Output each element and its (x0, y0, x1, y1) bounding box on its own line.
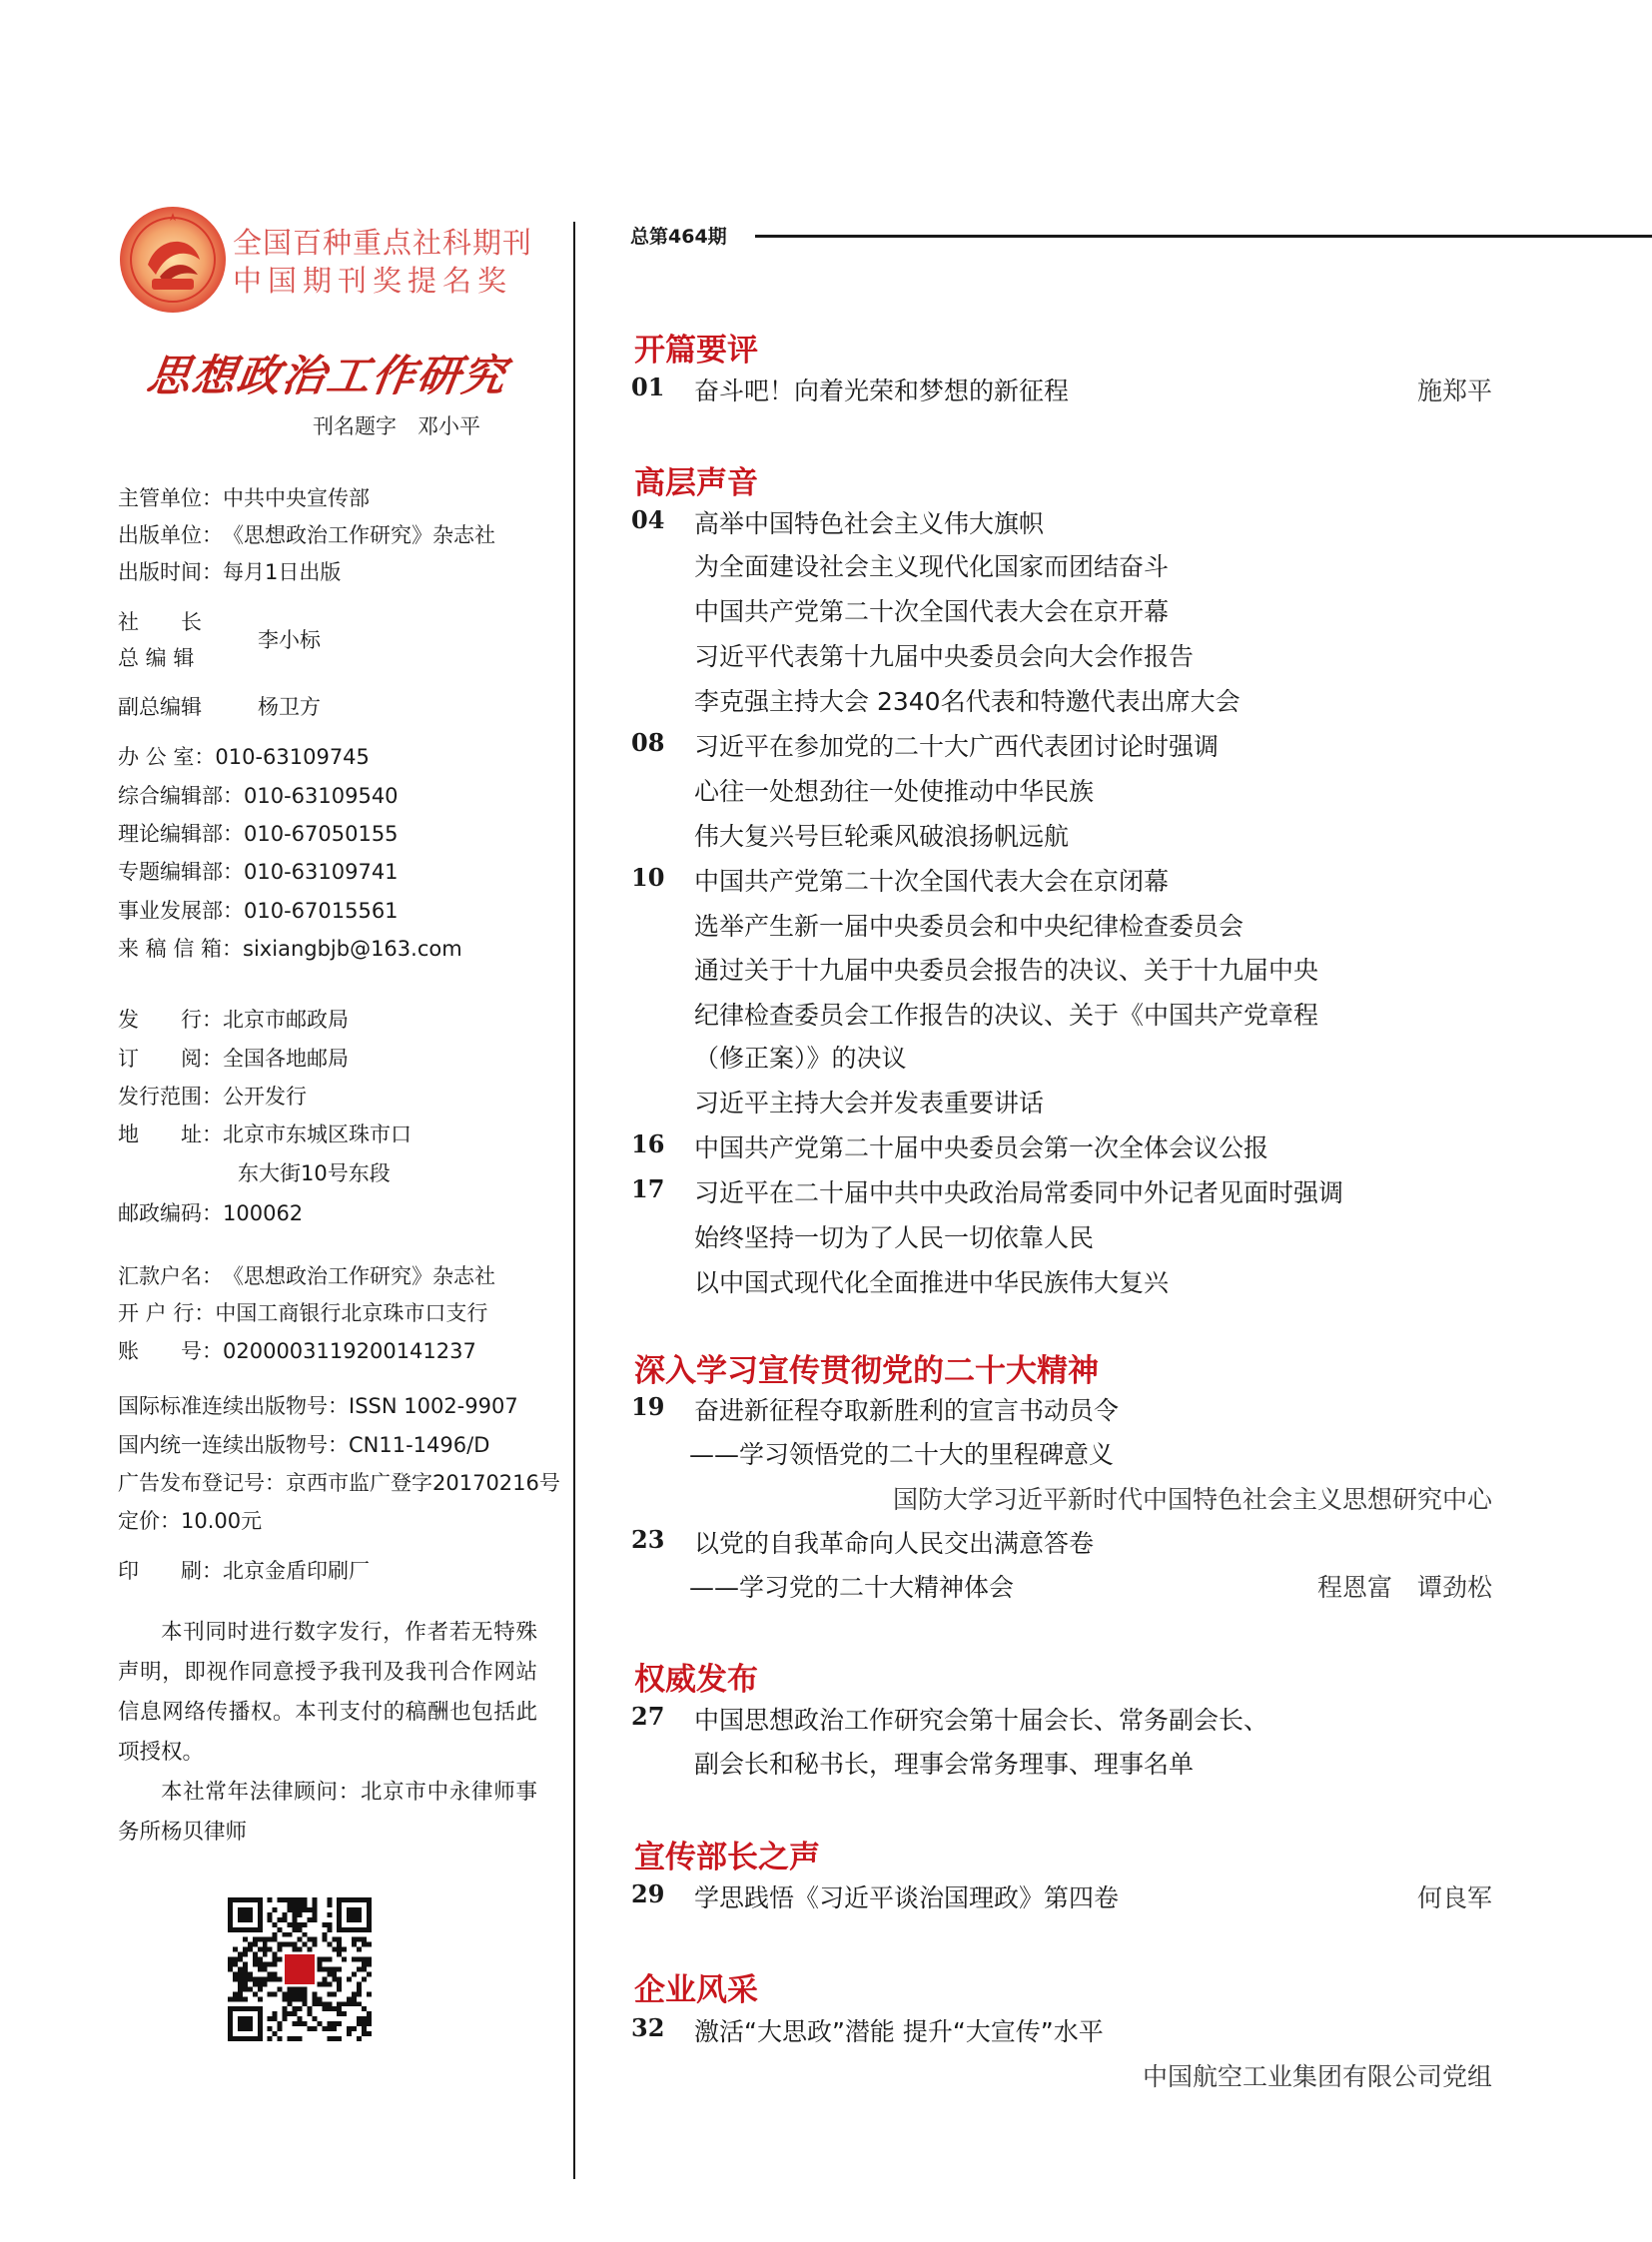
toc-entry-line[interactable]: 副会长和秘书长，理事会常务理事、理事名单 (694, 1750, 1195, 1779)
info-label: 汇款户名： (118, 1264, 223, 1288)
info-label: 订 阅： (118, 1047, 223, 1071)
toc-entry-line[interactable]: 心往一处想劲往一处使推动中华民族 (694, 777, 1095, 806)
info-row (118, 482, 370, 512)
info-value: 中国工商银行北京珠市口支行 (215, 1301, 488, 1325)
page-number: 32 (631, 2013, 665, 2042)
toc-entry-line[interactable]: 以中国式现代化全面推进中华民族伟大复兴 (694, 1268, 1170, 1297)
info-label: 印 刷： (118, 1559, 223, 1583)
toc-entry-line[interactable]: 奋进新征程夺取新胜利的宣言书动员令 (694, 1396, 1120, 1425)
legal-counsel: 本社常年法律顾问：北京市中永律师事务所杨贝律师 (118, 1780, 537, 1845)
info-label: 发行范围： (118, 1085, 223, 1109)
toc-entry-line[interactable]: 以党的自我革命向人民交出满意答卷 (694, 1529, 1095, 1558)
info-row (118, 1390, 518, 1420)
info-label: 出版时间： (118, 560, 223, 584)
info-row (118, 1335, 476, 1365)
toc-author: 程恩富 谭劲松 (1316, 1573, 1492, 1602)
issue-number: 总第464期 (630, 226, 727, 248)
info-row (118, 1004, 349, 1034)
info-value: 010-67015561 (244, 899, 399, 923)
info-label: 地 址： (118, 1122, 223, 1146)
info-row (118, 1197, 303, 1227)
info-value: 010-67050155 (244, 822, 399, 846)
toc-entry-line[interactable]: 学思践悟《习近平谈治国理政》第四卷 (694, 1883, 1120, 1912)
toc-entry-line[interactable]: ——学习领悟党的二十大的里程碑意义 (689, 1440, 1115, 1469)
info-value: 每月1日出版 (223, 560, 342, 584)
info-value: CN11-1496/D (349, 1433, 490, 1457)
info-value: ISSN 1002-9907 (349, 1394, 518, 1418)
info-label: 广告发布登记号： (118, 1471, 286, 1495)
page-number: 27 (631, 1702, 665, 1731)
section-heading: 开篇要评 (634, 333, 758, 369)
toc-entry-line[interactable]: 习近平代表第十九届中央委员会向大会作报告 (694, 642, 1195, 671)
info-row (118, 1119, 412, 1148)
info-value: 10.00元 (181, 1509, 263, 1533)
info-row (118, 780, 399, 810)
info-row (118, 1157, 391, 1187)
info-value: 李小标 (258, 628, 321, 652)
info-label: 账 号： (118, 1339, 223, 1363)
info-row (118, 691, 321, 721)
toc-entry-line[interactable]: 通过关于十九届中央委员会报告的决议、关于十九届中央 (694, 956, 1319, 985)
award-emblem-icon (118, 205, 228, 315)
toc-entry-line[interactable]: 选举产生新一届中央委员会和中央纪律检查委员会 (694, 912, 1244, 941)
info-value: 杨卫方 (258, 695, 321, 719)
info-row (118, 1467, 560, 1497)
toc-entry-line[interactable]: 伟大复兴号巨轮乘风破浪扬帆远航 (694, 822, 1070, 851)
qr-code-icon (228, 1897, 372, 2041)
info-row (118, 1505, 262, 1535)
info-value: 中共中央宣传部 (223, 486, 370, 510)
section-heading: 企业风采 (634, 1972, 758, 2008)
info-row (118, 818, 399, 848)
info-value: 公开发行 (223, 1085, 307, 1109)
info-label: 专题编辑部： (118, 860, 244, 884)
info-row (118, 856, 399, 886)
info-label: 理论编辑部： (118, 822, 244, 846)
info-value: 0200003119200141237 (223, 1339, 476, 1363)
info-value[interactable]: sixiangbjb@163.com (243, 937, 462, 961)
page-number: 19 (631, 1392, 665, 1421)
toc-entry-line[interactable]: 习近平在二十届中共中央政治局常委同中外记者见面时强调 (694, 1178, 1344, 1207)
page-number: 01 (631, 373, 665, 401)
magazine-title: 思想政治工作研究 (143, 352, 511, 401)
info-value: 010-63109745 (215, 745, 370, 769)
page-number: 17 (631, 1174, 665, 1203)
info-value: 北京市东城区珠市口 (223, 1122, 412, 1146)
info-row (118, 1555, 370, 1585)
toc-entry-line[interactable]: 为全面建设社会主义现代化国家而团结奋斗 (694, 552, 1170, 581)
info-row (118, 741, 370, 771)
column-divider (573, 222, 575, 2179)
section-heading: 高层声音 (634, 465, 758, 501)
info-row (118, 1043, 349, 1073)
toc-entry-line[interactable]: 李克强主持大会 2340名代表和特邀代表出席大会 (694, 687, 1240, 716)
toc-entry-line[interactable]: 中国共产党第二十次全国代表大会在京闭幕 (694, 867, 1170, 896)
toc-entry-line[interactable]: 始终坚持一切为了人民一切依靠人民 (694, 1223, 1095, 1252)
info-row (118, 642, 194, 672)
info-label: 开 户 行： (118, 1301, 216, 1325)
section-heading: 权威发布 (634, 1662, 758, 1698)
toc-entry-line[interactable]: 中国共产党第二十次全国代表大会在京开幕 (694, 597, 1170, 626)
info-label: 办 公 室： (118, 745, 216, 769)
info-label: 出版单位： (118, 523, 223, 547)
info-value: 东大街10号东段 (238, 1161, 391, 1185)
toc-entry-line[interactable]: ——学习党的二十大精神体会 (689, 1573, 1015, 1602)
info-label: 国内统一连续出版物号： (118, 1433, 349, 1457)
info-value: 《思想政治工作研究》杂志社 (223, 1264, 495, 1288)
toc-entry-line[interactable]: 高举中国特色社会主义伟大旗帜 (694, 509, 1045, 538)
info-label: 来 稿 信 箱： (118, 937, 244, 961)
info-row (118, 1297, 487, 1327)
toc-entry-line[interactable]: 习近平主持大会并发表重要讲话 (694, 1089, 1045, 1118)
info-value: 010-63109540 (244, 784, 399, 808)
toc-entry-line[interactable]: 奋斗吧！向着光荣和梦想的新征程 (694, 376, 1070, 405)
info-value: 010-63109741 (244, 860, 399, 884)
toc-entry-line[interactable]: 中国思想政治工作研究会第十届会长、常务副会长、 (694, 1706, 1269, 1735)
info-value: 100062 (223, 1201, 304, 1225)
award-line-1: 全国百种重点社科期刊 (233, 226, 533, 260)
info-row (118, 1260, 495, 1290)
toc-author: 何良军 (1416, 1883, 1492, 1912)
page-number: 08 (631, 728, 665, 757)
info-row (118, 933, 462, 963)
info-row (118, 556, 341, 586)
info-label: 主管单位： (118, 486, 223, 510)
toc-entry-line[interactable]: 纪律检查委员会工作报告的决议、关于《中国共产党章程 (694, 1001, 1319, 1030)
masthead-column (118, 205, 567, 2152)
award-banner (118, 205, 567, 315)
info-row (118, 895, 399, 925)
info-row (118, 606, 321, 652)
info-value: 全国各地邮局 (223, 1047, 349, 1071)
page-number: 29 (631, 1879, 665, 1908)
info-label: 副总编辑 (118, 695, 202, 719)
section-heading: 深入学习宣传贯彻党的二十大精神 (634, 1353, 1099, 1389)
page-number: 04 (631, 505, 665, 534)
info-label: 社 长 (118, 610, 202, 634)
toc-author: 中国航空工业集团有限公司党组 (1142, 2062, 1492, 2091)
page-number: 23 (631, 1525, 665, 1554)
info-value: 北京市邮政局 (223, 1008, 349, 1032)
toc-author: 施郑平 (1416, 376, 1492, 405)
info-value: 京西市监广登字20170216号 (286, 1471, 560, 1495)
info-label: 邮政编码： (118, 1201, 223, 1225)
award-line-2: 中国期刊奖提名奖 (233, 264, 513, 298)
toc-author: 国防大学习近平新时代中国特色社会主义思想研究中心 (892, 1485, 1492, 1514)
copyright-statement: 本刊同时进行数字发行，作者若无特殊声明，即视作同意授予我刊及我刊合作网站信息网络传播权。本刊支付的稿酬也包括此项授权。 (118, 1620, 537, 1765)
legal-notice (118, 1613, 537, 1853)
info-label: 发 行： (118, 1008, 223, 1032)
title-inscription-credit: 刊名题字 邓小平 (313, 414, 480, 438)
info-label: 国际标准连续出版物号： (118, 1394, 349, 1418)
page-number: 16 (631, 1129, 665, 1158)
info-value: 《思想政治工作研究》杂志社 (223, 523, 495, 547)
header-rule (755, 235, 1652, 238)
toc-entry-line[interactable]: 中国共产党第二十届中央委员会第一次全体会议公报 (694, 1133, 1269, 1162)
section-heading: 宣传部长之声 (634, 1840, 820, 1875)
info-value: 北京金盾印刷厂 (223, 1559, 370, 1583)
info-row (118, 1429, 489, 1459)
info-label: 事业发展部： (118, 899, 244, 923)
page-number: 10 (631, 863, 665, 892)
info-row (118, 519, 495, 549)
info-label: 总 编 辑 (118, 646, 195, 670)
toc-entry-line[interactable]: 激活“大思政”潜能 提升“大宣传”水平 (694, 2017, 1104, 2046)
toc-entry-line[interactable]: （修正案）》的决议 (694, 1044, 907, 1073)
info-row (118, 1081, 307, 1111)
toc-entry-line[interactable]: 习近平在参加党的二十大广西代表团讨论时强调 (694, 732, 1220, 761)
info-label: 综合编辑部： (118, 784, 244, 808)
info-label: 定价： (118, 1509, 181, 1533)
